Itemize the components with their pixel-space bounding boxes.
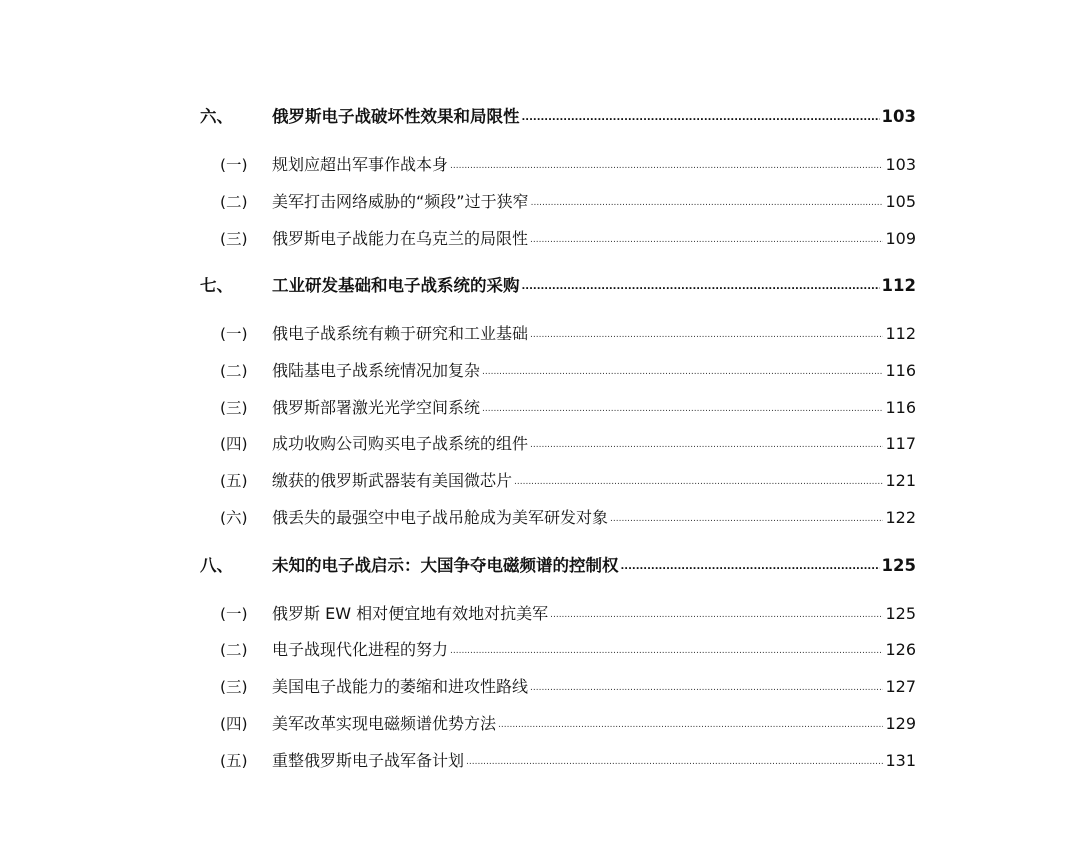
toc-section-title: 美国电子战能力的萎缩和进攻性路线 bbox=[272, 677, 529, 696]
toc-section-title: 俄罗斯电子战能力在乌克兰的局限性 bbox=[272, 229, 529, 248]
dot-leader bbox=[522, 280, 880, 294]
toc-section-title: 美军改革实现电磁频谱优势方法 bbox=[272, 714, 497, 733]
toc-chapter-number: 八、 bbox=[200, 556, 233, 575]
toc-section-number: (四) bbox=[220, 435, 248, 453]
toc-section-row bbox=[200, 319, 916, 345]
toc-section-number: (四) bbox=[220, 715, 248, 733]
toc-chapter-number: 六、 bbox=[200, 107, 233, 126]
dot-leader bbox=[550, 608, 883, 622]
toc-section-row bbox=[200, 466, 916, 492]
toc-page-number: 116 bbox=[885, 398, 916, 417]
dot-leader bbox=[530, 681, 883, 695]
toc-section-row bbox=[200, 503, 916, 529]
toc-chapter-number: 七、 bbox=[200, 276, 233, 295]
toc-section-title: 电子战现代化进程的努力 bbox=[272, 640, 449, 659]
toc-page-number: 121 bbox=[885, 471, 916, 490]
toc-section-number: (五) bbox=[220, 472, 248, 490]
toc-chapter-title: 俄罗斯电子战破坏性效果和局限性 bbox=[272, 107, 520, 126]
dot-leader bbox=[482, 365, 883, 379]
toc-section-title: 规划应超出军事作战本身 bbox=[272, 155, 449, 174]
toc-section-title: 美军打击网络威胁的“频段”过于狭窄 bbox=[272, 192, 529, 211]
dot-leader bbox=[522, 111, 880, 125]
toc-page-number: 109 bbox=[885, 229, 916, 248]
toc-page-number: 125 bbox=[885, 604, 916, 623]
toc-section-title: 俄电子战系统有赖于研究和工业基础 bbox=[272, 324, 529, 343]
dot-leader bbox=[530, 233, 883, 247]
dot-leader bbox=[466, 755, 883, 769]
dot-leader bbox=[530, 328, 883, 342]
dot-leader bbox=[621, 560, 880, 574]
toc-section-title: 缴获的俄罗斯武器装有美国微芯片 bbox=[272, 471, 513, 490]
toc-page-number: 126 bbox=[885, 640, 916, 659]
toc-section-number: (三) bbox=[220, 678, 248, 696]
toc-section-title: 俄丢失的最强空中电子战吊舱成为美军研发对象 bbox=[272, 508, 609, 527]
toc-section-title: 成功收购公司购买电子战系统的组件 bbox=[272, 434, 529, 453]
toc-page-number: 105 bbox=[885, 192, 916, 211]
toc-page-number: 103 bbox=[885, 155, 916, 174]
toc-page-number: 125 bbox=[881, 556, 916, 575]
toc-section-row bbox=[200, 356, 916, 382]
dot-leader bbox=[482, 402, 883, 416]
toc-section-number: (三) bbox=[220, 230, 248, 248]
toc-section-row bbox=[200, 150, 916, 176]
toc-section-number: (一) bbox=[220, 605, 248, 623]
dot-leader bbox=[530, 438, 883, 452]
toc-page-number: 103 bbox=[881, 107, 916, 126]
toc-page-number: 129 bbox=[885, 714, 916, 733]
toc-section-row bbox=[200, 393, 916, 419]
dot-leader bbox=[514, 475, 883, 489]
toc-section-row bbox=[200, 599, 916, 625]
dot-leader bbox=[450, 159, 883, 173]
dot-leader bbox=[531, 196, 884, 210]
toc-page-number: 131 bbox=[885, 751, 916, 770]
toc-section-row bbox=[200, 635, 916, 661]
toc-section-number: (一) bbox=[220, 156, 248, 174]
toc-page-number: 112 bbox=[881, 276, 916, 295]
toc-section-row bbox=[200, 672, 916, 698]
toc-chapter-title: 未知的电子战启示：大国争夺电磁频谱的控制权 bbox=[272, 556, 619, 575]
toc-page-number: 112 bbox=[885, 324, 916, 343]
toc-chapter-row bbox=[200, 271, 916, 297]
toc-section-row bbox=[200, 709, 916, 735]
toc-page-number: 117 bbox=[885, 434, 916, 453]
toc-section-title: 俄罗斯 EW 相对便宜地有效地对抗美军 bbox=[272, 604, 549, 623]
toc-section-number: (二) bbox=[220, 641, 248, 659]
dot-leader bbox=[610, 512, 883, 526]
toc-section-number: (三) bbox=[220, 399, 248, 417]
toc-section-number: (五) bbox=[220, 752, 248, 770]
toc-page-number: 116 bbox=[885, 361, 916, 380]
toc-section-number: (二) bbox=[220, 362, 248, 380]
toc-page-number: 122 bbox=[885, 508, 916, 527]
toc-section-row bbox=[200, 429, 916, 455]
toc-chapter-row bbox=[200, 102, 916, 128]
toc-section-title: 重整俄罗斯电子战军备计划 bbox=[272, 751, 465, 770]
toc-section-row bbox=[200, 746, 916, 772]
toc-section-row bbox=[200, 187, 916, 213]
toc-chapter-row bbox=[200, 551, 916, 577]
toc-chapter-title: 工业研发基础和电子战系统的采购 bbox=[272, 276, 520, 295]
toc-section-number: (六) bbox=[220, 509, 248, 527]
toc-section-title: 俄陆基电子战系统情况加复杂 bbox=[272, 361, 481, 380]
dot-leader bbox=[498, 718, 883, 732]
toc-page-number: 127 bbox=[885, 677, 916, 696]
toc-section-title: 俄罗斯部署激光光学空间系统 bbox=[272, 398, 481, 417]
toc-section-row bbox=[200, 224, 916, 250]
dot-leader bbox=[450, 644, 883, 658]
toc-section-number: (二) bbox=[220, 193, 248, 211]
toc-section-number: (一) bbox=[220, 325, 248, 343]
